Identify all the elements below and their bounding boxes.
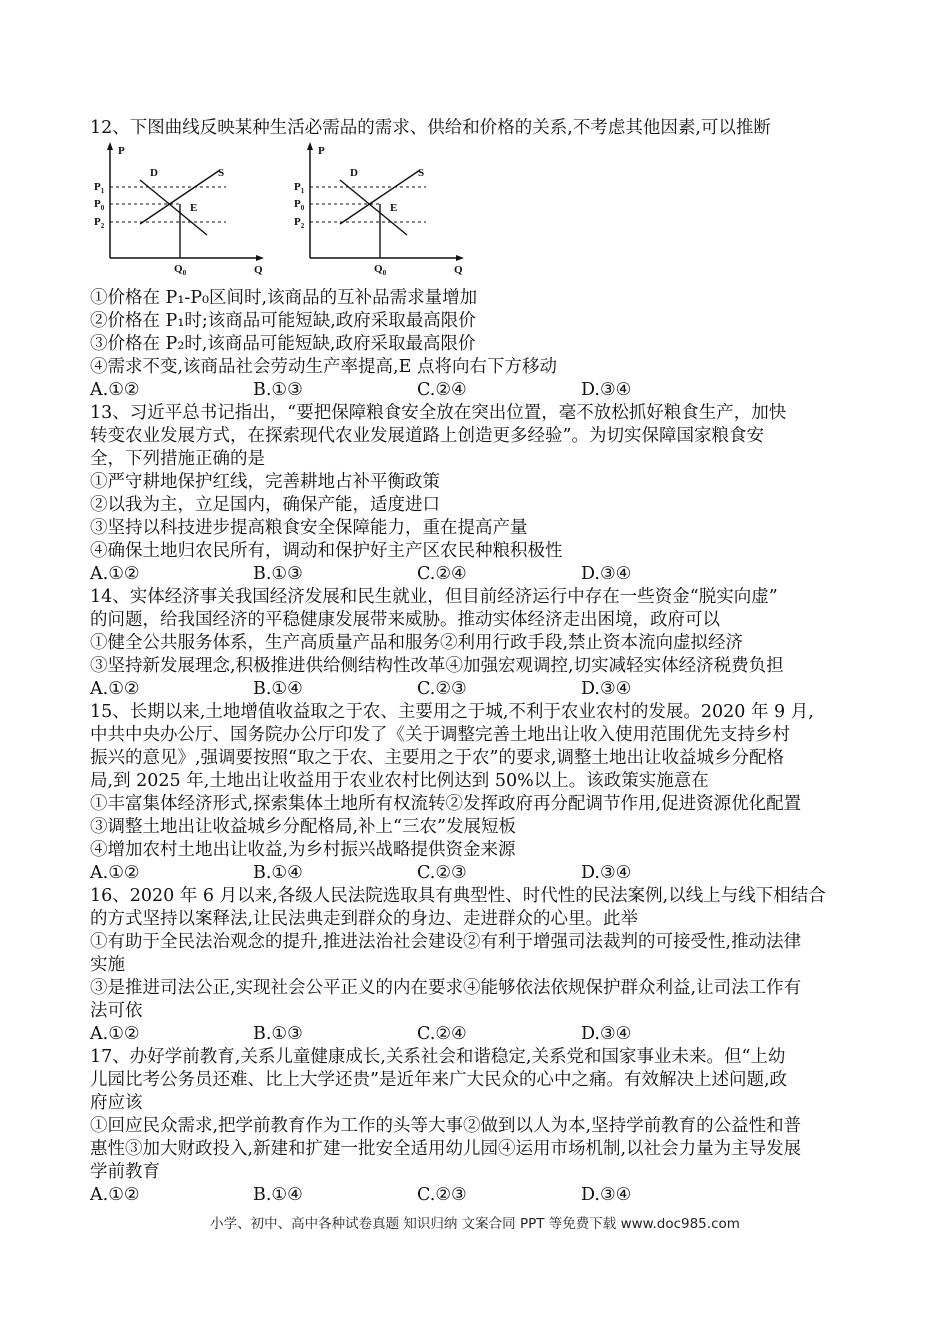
option-a[interactable]: A.①② bbox=[90, 1024, 140, 1044]
option-b[interactable]: B.①④ bbox=[253, 679, 303, 699]
option-a[interactable]: A.①② bbox=[90, 1185, 140, 1205]
q15-line: ③调整土地出让收益城乡分配格局,补上“三农”发展短板 bbox=[90, 817, 516, 837]
q13-line: ②以我为主，立足国内，确保产能，适度进口 bbox=[90, 495, 440, 515]
option-a[interactable]: A.①② bbox=[90, 564, 140, 584]
graph-left bbox=[94, 142, 264, 277]
option-c[interactable]: C.②③ bbox=[417, 1185, 467, 1205]
q16-line: 实施 bbox=[90, 955, 125, 975]
q15-line: 中共中央办公厅、国务院办公厅印发了《关于调整完善土地出让收入使用范围优先支持乡村 bbox=[90, 725, 790, 745]
option-a[interactable]: A.①② bbox=[90, 679, 140, 699]
option-d[interactable]: D.③④ bbox=[581, 1185, 632, 1205]
q13-line: 转变农业发展方式，在探索现代农业发展道路上创造更多经验”。为切实保障国家粮食安 bbox=[90, 426, 764, 446]
p1-label: $P_1$ bbox=[94, 181, 105, 195]
axis-p-label: P bbox=[118, 145, 125, 157]
option-d[interactable]: D.③④ bbox=[581, 380, 632, 400]
option-c[interactable]: C.②④ bbox=[417, 1024, 467, 1044]
q15-line: 局,到 2025 年,土地出让收益用于农业农村比例达到 50%以上。该政策实施意在 bbox=[90, 771, 709, 791]
equilibrium-label: E bbox=[190, 202, 198, 214]
supply-demand-graphs bbox=[92, 140, 472, 280]
option-b[interactable]: B.①④ bbox=[253, 1185, 303, 1205]
p2-label: $P_2$ bbox=[294, 216, 305, 230]
page-footer: 小学、初中、高中各种试卷真题 知识归纳 文案合同 PPT 等免费下载 www.doc985.com bbox=[210, 1216, 740, 1232]
q16-line: 16、2020 年 6 月以来,各级人民法院选取具有典型性、时代性的民法案例,以线上与线下相结合 bbox=[90, 886, 826, 906]
axis-q-label: Q bbox=[454, 264, 463, 276]
q14-line: 的问题，给我国经济的平稳健康发展带来威胁。推动实体经济走出困境，政府可以 bbox=[90, 610, 720, 630]
q16-options bbox=[90, 1023, 850, 1045]
q0-label: $Q_0$ bbox=[174, 263, 187, 277]
q15-line: ①丰富集体经济形式,探索集体土地所有权流转②发挥政府再分配调节作用,促进资源优化配置 bbox=[90, 794, 802, 814]
option-b[interactable]: B.①③ bbox=[253, 564, 303, 584]
q12-item-2: ②价格在 P₁时;该商品可能短缺,政府采取最高限价 bbox=[90, 311, 476, 331]
axis-p-label: P bbox=[318, 145, 325, 157]
q16-line: 法可依 bbox=[90, 1001, 143, 1021]
q15-line: ④增加农村土地出让收益,为乡村振兴战略提供资金来源 bbox=[90, 840, 516, 860]
option-d[interactable]: D.③④ bbox=[581, 564, 632, 584]
q15-options bbox=[90, 862, 850, 884]
supply-label: S bbox=[218, 167, 225, 179]
q17-line: 17、办好学前教育,关系儿童健康成长,关系社会和谐稳定,关系党和国家事业未来。但“上幼 bbox=[90, 1047, 786, 1067]
p1-label: $P_1$ bbox=[294, 181, 305, 195]
q17-options bbox=[90, 1184, 850, 1206]
q12-options bbox=[90, 379, 850, 401]
demand-label: D bbox=[350, 167, 358, 179]
q15-line: 15、长期以来,土地增值收益取之于农、主要用之于城,不利于农业农村的发展。2020 年 9 月, bbox=[90, 702, 814, 722]
q13-line: ③坚持以科技进步提高粮食安全保障能力，重在提高产量 bbox=[90, 518, 528, 538]
q14-line: 14、实体经济事关我国经济发展和民生就业，但目前经济运行中存在一些资金“脱实向虚” bbox=[90, 587, 778, 607]
q13-line: ④确保土地归农民所有，调动和保护好主产区农民种粮积极性 bbox=[90, 541, 563, 561]
q13-line: 13、习近平总书记指出，“要把保障粮食安全放在突出位置，毫不放松抓好粮食生产，加快 bbox=[90, 403, 787, 423]
supply-demand-graph-svg bbox=[92, 140, 472, 280]
option-d[interactable]: D.③④ bbox=[581, 863, 632, 883]
q17-line: 学前教育 bbox=[90, 1162, 160, 1182]
equilibrium-label: E bbox=[390, 202, 398, 214]
option-c[interactable]: C.②④ bbox=[417, 564, 467, 584]
supply-label: S bbox=[418, 167, 425, 179]
q14-line: ③坚持新发展理念,积极推进供给侧结构性改革④加强宏观调控,切实减轻实体经济税费负担 bbox=[90, 656, 784, 676]
option-c[interactable]: C.②③ bbox=[417, 679, 467, 699]
p2-label: $P_2$ bbox=[94, 216, 105, 230]
q17-line: ①回应民众需求,把学前教育作为工作的头等大事②做到以人为本,坚持学前教育的公益性和普 bbox=[90, 1116, 802, 1136]
q13-options bbox=[90, 563, 850, 585]
graph-right bbox=[294, 142, 464, 277]
q13-line: 全，下列措施正确的是 bbox=[90, 449, 265, 469]
q17-line: 儿园比考公务员还难、比上大学还贵”是近年来广大民众的心中之痛。有效解决上述问题,政 bbox=[90, 1070, 788, 1090]
p0-label: $P_0$ bbox=[294, 198, 305, 212]
q0-label: $Q_0$ bbox=[374, 263, 387, 277]
option-c[interactable]: C.②③ bbox=[417, 863, 467, 883]
q12-item-4: ④需求不变,该商品社会劳动生产率提高,E 点将向右下方移动 bbox=[90, 357, 557, 377]
q16-line: ①有助于全民法治观念的提升,推进法治社会建设②有利于增强司法裁判的可接受性,推动法律 bbox=[90, 932, 802, 952]
q17-line: 府应该 bbox=[90, 1093, 143, 1113]
axis-q-label: Q bbox=[254, 264, 263, 276]
q15-line: 振兴的意见》,强调要按照“取之于农、主要用之于农”的要求,调整土地出让收益城乡分配格 bbox=[90, 748, 785, 768]
q12-stem: 12、下图曲线反映某种生活必需品的需求、供给和价格的关系,不考虑其他因素,可以推断 bbox=[90, 118, 771, 138]
option-a[interactable]: A.①② bbox=[90, 380, 140, 400]
q16-line: 的方式坚持以案释法,让民法典走到群众的身边、走进群众的心里。此举 bbox=[90, 909, 639, 929]
q14-options bbox=[90, 678, 850, 700]
q17-line: 惠性③加大财政投入,新建和扩建一批安全适用幼儿园④运用市场机制,以社会力量为主导发展 bbox=[90, 1139, 802, 1159]
option-a[interactable]: A.①② bbox=[90, 863, 140, 883]
option-d[interactable]: D.③④ bbox=[581, 1024, 632, 1044]
q13-line: ①严守耕地保护红线，完善耕地占补平衡政策 bbox=[90, 472, 440, 492]
option-d[interactable]: D.③④ bbox=[581, 679, 632, 699]
p0-label: $P_0$ bbox=[94, 198, 105, 212]
option-b[interactable]: B.①③ bbox=[253, 1024, 303, 1044]
demand-label: D bbox=[150, 167, 158, 179]
option-b[interactable]: B.①④ bbox=[253, 863, 303, 883]
option-b[interactable]: B.①③ bbox=[253, 380, 303, 400]
option-c[interactable]: C.②④ bbox=[417, 380, 467, 400]
q12-item-3: ③价格在 P₂时,该商品可能短缺,政府采取最高限价 bbox=[90, 334, 476, 354]
q16-line: ③是推进司法公正,实现社会公平正义的内在要求④能够依法依规保护群众利益,让司法工作有 bbox=[90, 978, 802, 998]
q14-line: ①健全公共服务体系，生产高质量产品和服务②利用行政手段,禁止资本流向虚拟经济 bbox=[90, 633, 744, 653]
q12-item-1: ①价格在 P₁-P₀区间时,该商品的互补品需求量增加 bbox=[90, 288, 478, 308]
